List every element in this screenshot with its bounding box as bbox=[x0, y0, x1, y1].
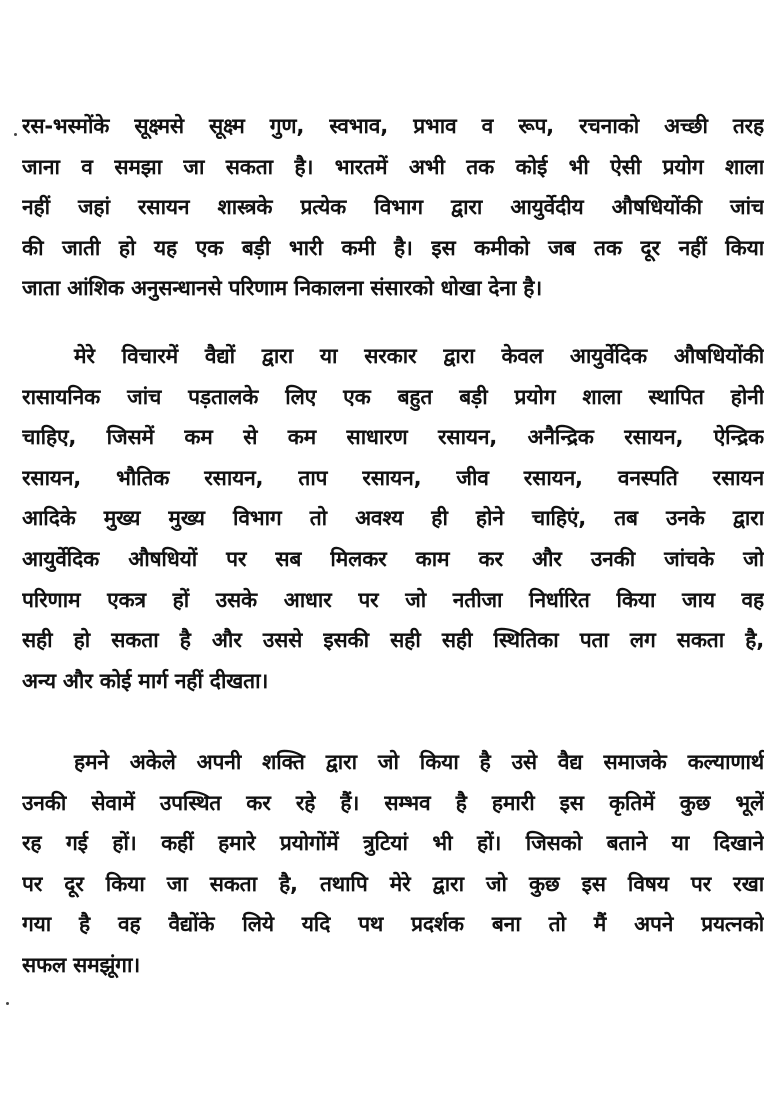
text-line: उनकी सेवामें उपस्थित कर रहे हैं। सम्भव है हमारी इस कृतिमें कुछ भूलें bbox=[22, 790, 764, 815]
text-line: रह गई हों। कहीं हमारे प्रयोगोंमें त्रुटियां भी हों। जिसको बताने या दिखाने bbox=[22, 831, 764, 856]
text-line: जाना व समझा जा सकता है। भारतमें अभी तक कोई भी ऐसी प्रयोग शाला bbox=[22, 154, 764, 179]
text-line: रस-भस्मोंके सूक्ष्मसे सूक्ष्म गुण, स्वभाव, प्रभाव व रूप, रचनाको अच्छी तरह bbox=[22, 114, 764, 138]
text-line: चाहिए, जिसमें कम से कम साधारण रसायन, अनैन्द्रिक रसायन, ऐन्द्रिक bbox=[22, 425, 764, 450]
paragraph-1 bbox=[22, 106, 764, 309]
paragraph-3 bbox=[22, 742, 764, 986]
text-line: सही हो सकता है और उससे इसकी सही सही स्थितिका पता लग सकता है, bbox=[22, 628, 764, 653]
text-line: नहीं जहां रसायन शास्त्रके प्रत्येक विभाग द्वारा आयुर्वेदीय औषधियोंकी जांच bbox=[22, 195, 764, 220]
paragraph-2 bbox=[22, 336, 764, 701]
text-line: रासायनिक जांच पड़तालके लिए एक बहुत बड़ी प्रयोग शाला स्थापित होनी bbox=[22, 384, 764, 409]
text-line: की जाती हो यह एक बड़ी भारी कमी है। इस कमीको जब तक दूर नहीं किया bbox=[22, 235, 764, 260]
text-line: आदिके मुख्य मुख्य विभाग तो अवश्य ही होने चाहिएं, तब उनके द्वारा bbox=[22, 506, 764, 531]
text-line: रसायन, भौतिक रसायन, ताप रसायन, जीव रसायन, वनस्पति रसायन bbox=[22, 465, 764, 490]
scan-speck bbox=[14, 133, 17, 136]
text-line: अन्य और कोई मार्ग नहीं दीखता। bbox=[22, 668, 269, 693]
text-line: गया है वह वैद्योंके लिये यदि पथ प्रदर्शक बना तो मैं अपने प्रयत्नको bbox=[22, 912, 764, 937]
text-line: हमने अकेले अपनी शक्ति द्वारा जो किया है उसे वैद्य समाजके कल्याणार्थ bbox=[74, 750, 764, 774]
text-line: आयुर्वेदिक औषधियों पर सब मिलकर काम कर और उनकी जांचके जो bbox=[22, 546, 764, 571]
text-line: मेरे विचारमें वैद्यों द्वारा या सरकार द्वारा केवल आयुर्वेदिक औषधियोंकी bbox=[74, 344, 764, 368]
text-line: जाता आंशिक अनुसन्धानसे परिणाम निकालना संसारको धोखा देना है। bbox=[22, 276, 542, 301]
text-line: पर दूर किया जा सकता है, तथापि मेरे द्वारा जो कुछ इस विषय पर रखा bbox=[22, 871, 764, 896]
text-line: सफल समझूंगा। bbox=[22, 952, 140, 977]
text-line: परिणाम एकत्र हों उसके आधार पर जो नतीजा निर्धारित किया जाय वह bbox=[22, 587, 764, 612]
scan-speck bbox=[6, 1002, 9, 1005]
